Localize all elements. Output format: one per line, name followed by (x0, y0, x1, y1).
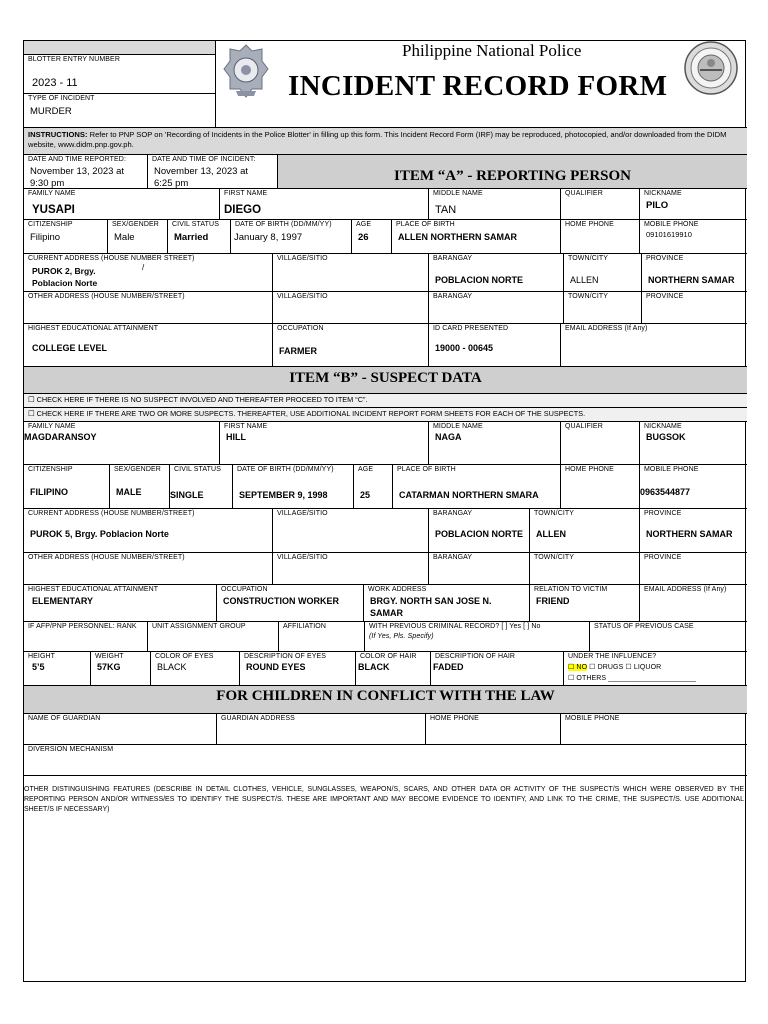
check-no-suspect-text: ☐ CHECK HERE IF THERE IS NO SUSPECT INVOLVED AND THEREAFTER PROCEED TO ITEM “C”. (28, 395, 368, 404)
b-relation-value[interactable]: FRIEND (536, 596, 570, 606)
a-town-cell (564, 254, 642, 292)
a-age-value[interactable]: 26 (358, 232, 369, 243)
a-town-value[interactable]: ALLEN (570, 275, 599, 285)
b-civil-status-value[interactable]: SINGLE (170, 490, 204, 500)
a-barangay-label: BARANGAY (433, 255, 473, 262)
a-address-cell (24, 254, 273, 292)
blotter-entry-label: BLOTTER ENTRY NUMBER (28, 56, 120, 63)
a-other-province-label: PROVINCE (646, 293, 684, 300)
a-education-label: HIGHEST EDUCATIONAL ATTAINMENT (28, 325, 159, 332)
instructions-band (24, 127, 747, 155)
b-pob-value[interactable]: CATARMAN NORTHERN SMARA (399, 490, 539, 500)
b-age-value[interactable]: 25 (360, 490, 371, 500)
a-address-slash: / (142, 263, 145, 272)
blotter-header-shade (24, 41, 216, 55)
a-barangay-cell (429, 254, 564, 292)
blotter-entry-cell (24, 55, 216, 93)
b-height-value[interactable]: 5’5 (32, 662, 45, 672)
date-reported-line1[interactable]: November 13, 2023 at (30, 166, 125, 177)
b-first-name-cell (220, 422, 429, 465)
a-occupation-value[interactable]: FARMER (279, 346, 317, 356)
a-education-cell (24, 324, 273, 367)
b-work-address-cell (364, 585, 530, 622)
a-dob-label: DATE OF BIRTH (DD/MM/YY) (235, 221, 332, 228)
a-email-label: EMAIL ADDRESS (If Any) (565, 325, 648, 332)
b-province-value[interactable]: NORTHERN SAMAR (646, 529, 733, 539)
incident-type-cell (24, 93, 216, 129)
a-qualifier-cell (561, 189, 640, 220)
check-multiple-suspects-row[interactable] (24, 408, 747, 422)
b-rank-label: IF AFP/PNP PERSONNEL: RANK (28, 623, 137, 630)
a-other-village-label: VILLAGE/SITIO (277, 293, 328, 300)
a-qualifier-label: QUALIFIER (565, 190, 603, 197)
a-middle-name-label: MIDDLE NAME (433, 190, 483, 197)
a-first-name-value[interactable]: DIEGO (224, 204, 262, 216)
b-eye-desc-value[interactable]: ROUND EYES (246, 662, 306, 672)
b-relation-label: RELATION TO VICTIM (534, 586, 608, 593)
b-address-value[interactable]: PUROK 5, Brgy. Poblacion Norte (30, 529, 169, 539)
a-other-village-cell (273, 292, 429, 324)
b-village-label: VILLAGE/SITIO (277, 510, 328, 517)
a-civil-status-label: CIVIL STATUS (172, 221, 219, 228)
b-occupation-label: OCCUPATION (221, 586, 268, 593)
b-other-province-cell (640, 553, 747, 585)
a-age-cell (352, 220, 392, 254)
b-hair-color-value[interactable]: BLACK (358, 662, 390, 672)
a-first-name-cell (220, 189, 429, 220)
b-first-name-label: FIRST NAME (224, 423, 268, 430)
a-family-name-label: FAMILY NAME (28, 190, 76, 197)
date-incident-label: DATE AND TIME OF INCIDENT: (152, 156, 256, 163)
b-citizenship-label: CITIZENSHIP (28, 466, 73, 473)
b-influence-options[interactable] (568, 663, 661, 671)
b-age-cell (354, 465, 393, 509)
b-eye-desc-cell (240, 652, 356, 686)
a-home-phone-cell (561, 220, 640, 254)
b-criminal-record-cell[interactable] (365, 622, 590, 652)
b-previous-case-cell (590, 622, 747, 652)
b-education-label: HIGHEST EDUCATIONAL ATTAINMENT (28, 586, 159, 593)
instructions-body: Refer to PNP SOP on 'Recording of Incidents in the Police Blotter' in filling up this form. This Incident Record Form (IRF) may be reproduced, photocopied, and/or downloaded from the DIDM website, www.didm.pnp.gov.ph. (28, 130, 727, 149)
a-occupation-label: OCCUPATION (277, 325, 324, 332)
a-home-phone-label: HOME PHONE (565, 221, 614, 228)
a-pob-cell (392, 220, 561, 254)
a-age-label: AGE (356, 221, 372, 228)
a-id-value[interactable]: 19000 - 00645 (435, 343, 494, 353)
guardian-home-phone-label: HOME PHONE (430, 715, 479, 722)
b-town-value[interactable]: ALLEN (536, 529, 566, 539)
b-eye-color-label: COLOR OF EYES (155, 653, 214, 660)
distinguishing-features-cell[interactable] (24, 776, 747, 981)
a-other-barangay-label: BARANGAY (433, 293, 473, 300)
incident-record-form (23, 40, 746, 982)
instructions-text (28, 130, 740, 150)
guardian-address-cell (217, 714, 426, 745)
date-incident-line2[interactable]: 6:25 pm (154, 178, 189, 189)
b-weight-cell (91, 652, 151, 686)
a-town-label: TOWN/CITY (568, 255, 609, 262)
a-dob-cell (231, 220, 352, 254)
children-title-band: FOR CHILDREN IN CONFLICT WITH THE LAW (24, 686, 747, 714)
b-work-address-line2[interactable]: SAMAR (370, 608, 403, 618)
b-hair-desc-cell (431, 652, 564, 686)
pnp-badge-logo (222, 43, 270, 99)
guardian-mobile-cell (561, 714, 747, 745)
b-other-village-label: VILLAGE/SITIO (277, 554, 328, 561)
b-mobile-label: MOBILE PHONE (644, 466, 699, 473)
b-relation-cell (530, 585, 640, 622)
a-address-line2[interactable]: Poblacion Norte (32, 278, 98, 288)
date-incident-cell (148, 155, 278, 189)
seal-logo (680, 41, 742, 95)
b-other-town-cell (530, 553, 640, 585)
b-qualifier-cell (561, 422, 640, 465)
b-middle-name-label: MIDDLE NAME (433, 423, 483, 430)
b-affiliation-label: AFFILIATION (283, 623, 326, 630)
b-citizenship-value[interactable]: FILIPINO (30, 487, 68, 497)
guardian-mobile-label: MOBILE PHONE (565, 715, 620, 722)
a-education-value[interactable]: COLLEGE LEVEL (32, 343, 108, 353)
date-reported-cell (24, 155, 148, 189)
b-weight-value[interactable]: 57KG (97, 662, 121, 672)
organization-name: Philippine National Police (402, 41, 582, 60)
b-sex-label: SEX/GENDER (114, 466, 161, 473)
date-reported-line2[interactable]: 9:30 pm (30, 178, 65, 189)
b-family-name-label: FAMILY NAME (28, 423, 76, 430)
a-village-label: VILLAGE/SITIO (277, 255, 328, 262)
a-id-label: ID CARD PRESENTED (433, 325, 509, 332)
b-address-cell (24, 509, 273, 553)
b-hair-desc-label: DESCRIPTION OF HAIR (435, 653, 516, 660)
a-sex-value[interactable]: Male (114, 232, 135, 243)
b-village-cell (273, 509, 429, 553)
a-barangay-value[interactable]: POBLACION NORTE (435, 275, 524, 285)
a-sex-label: SEX/GENDER (112, 221, 159, 228)
b-sex-value[interactable]: MALE (116, 487, 142, 497)
a-address-line1[interactable]: PUROK 2, Brgy. (32, 266, 96, 276)
b-barangay-label: BARANGAY (433, 510, 473, 517)
b-criminal-record-label: WITH PREVIOUS CRIMINAL RECORD? [ ] Yes [ ] No (369, 623, 541, 630)
a-first-name-label: FIRST NAME (224, 190, 268, 197)
form-title: INCIDENT RECORD FORM (288, 70, 668, 102)
a-email-cell (561, 324, 747, 367)
b-influence-cell (564, 652, 747, 686)
a-other-address-label: OTHER ADDRESS (HOUSE NUMBER/STREET) (28, 293, 185, 300)
b-civil-status-cell (170, 465, 233, 509)
b-nickname-cell (640, 422, 747, 465)
b-civil-status-label: CIVIL STATUS (174, 466, 221, 473)
b-sex-cell (110, 465, 170, 509)
a-other-province-cell (642, 292, 747, 324)
guardian-name-label: NAME OF GUARDIAN (28, 715, 101, 722)
b-age-label: AGE (358, 466, 374, 473)
b-unit-label: UNIT ASSIGNMENT GROUP (152, 623, 246, 630)
b-unit-cell (148, 622, 279, 652)
a-citizenship-cell (24, 220, 108, 254)
a-family-name-value[interactable]: YUSAPI (32, 204, 75, 216)
b-mobile-cell (640, 465, 747, 509)
b-other-barangay-cell (429, 553, 530, 585)
a-nickname-label: NICKNAME (644, 190, 682, 197)
b-eye-color-cell (151, 652, 240, 686)
b-occupation-value[interactable]: CONSTRUCTION WORKER (223, 596, 339, 606)
a-citizenship-value[interactable]: Filipino (30, 232, 61, 243)
b-influence-no-option[interactable]: ☐ NO (568, 664, 588, 671)
a-other-address-cell (24, 292, 273, 324)
a-mobile-value[interactable]: 09101619910 (646, 230, 692, 239)
b-home-phone-label: HOME PHONE (565, 466, 614, 473)
b-hair-color-label: COLOR OF HAIR (360, 653, 417, 660)
a-middle-name-value[interactable]: TAN (435, 204, 457, 216)
b-nickname-value[interactable]: BUGSOK (646, 432, 686, 442)
b-previous-case-label: STATUS OF PREVIOUS CASE (594, 623, 694, 630)
a-mobile-cell (640, 220, 747, 254)
diversion-label: DIVERSION MECHANISM (28, 746, 114, 753)
incident-type-value[interactable]: MURDER (30, 106, 72, 117)
guardian-home-phone-cell (426, 714, 561, 745)
b-other-barangay-label: BARANGAY (433, 554, 473, 561)
b-eye-color-value[interactable]: BLACK (157, 662, 187, 672)
b-other-village-cell (273, 553, 429, 585)
a-citizenship-label: CITIZENSHIP (28, 221, 73, 228)
a-province-value[interactable]: NORTHERN SAMAR (648, 275, 735, 285)
b-other-address-cell (24, 553, 273, 585)
b-influence-label: UNDER THE INFLUENCE? (568, 653, 657, 660)
b-province-cell (640, 509, 747, 553)
a-pob-label: PLACE OF BIRTH (396, 221, 455, 228)
a-occupation-cell (273, 324, 429, 367)
b-other-province-label: PROVINCE (644, 554, 682, 561)
a-pob-value[interactable]: ALLEN NORTHERN SAMAR (398, 232, 517, 242)
b-family-name-cell (24, 422, 220, 465)
a-family-name-cell (24, 189, 220, 220)
instructions-bold: INSTRUCTIONS: (28, 130, 88, 139)
a-civil-status-cell (168, 220, 231, 254)
a-other-barangay-cell (429, 292, 564, 324)
blotter-entry-value[interactable]: 2023 - 11 (32, 77, 78, 89)
b-influence-other-options[interactable]: ☐ DRUGS ☐ LIQUOR (587, 664, 662, 671)
a-other-town-cell (564, 292, 642, 324)
b-dob-label: DATE OF BIRTH (DD/MM/YY) (237, 466, 334, 473)
date-reported-label: DATE AND TIME REPORTED: (28, 156, 126, 163)
diversion-cell (24, 745, 747, 776)
b-criminal-record-note: (If Yes, Pls. Specify) (369, 633, 434, 640)
b-weight-label: WEIGHT (95, 653, 124, 660)
a-province-cell (642, 254, 747, 292)
a-mobile-label: MOBILE PHONE (644, 221, 699, 228)
b-province-label: PROVINCE (644, 510, 682, 517)
check-multiple-suspects-text: ☐ CHECK HERE IF THERE ARE TWO OR MORE SUSPECTS. THEREAFTER, USE ADDITIONAL INCIDENT REPORT FORM SHEETS FOR EACH OF THE SUSPECTS. (28, 409, 586, 418)
b-home-phone-cell (561, 465, 640, 509)
a-civil-status-value[interactable]: Married (174, 232, 209, 243)
b-hair-color-cell (356, 652, 431, 686)
b-family-name-value[interactable]: MAGDARANSOY (24, 432, 97, 442)
date-incident-line1[interactable]: November 13, 2023 at (154, 166, 249, 177)
b-hair-desc-value[interactable]: FADED (433, 662, 464, 672)
item-b-title-band: ITEM “B” - SUSPECT DATA (24, 367, 747, 394)
a-dob-value[interactable]: January 8, 1997 (234, 232, 303, 243)
b-other-town-label: TOWN/CITY (534, 554, 575, 561)
a-village-cell (273, 254, 429, 292)
b-height-cell (24, 652, 91, 686)
b-barangay-value[interactable]: POBLACION NORTE (435, 529, 524, 539)
check-no-suspect-row[interactable] (24, 394, 747, 408)
a-province-label: PROVINCE (646, 255, 684, 262)
a-nickname-value[interactable]: PILO (646, 200, 669, 211)
b-address-label: CURRENT ADDRESS (HOUSE NUMBER/STREET) (28, 510, 195, 517)
b-education-value[interactable]: ELEMENTARY (32, 596, 94, 606)
b-height-label: HEIGHT (28, 653, 56, 660)
b-barangay-cell (429, 509, 530, 553)
b-rank-cell (24, 622, 148, 652)
guardian-address-label: GUARDIAN ADDRESS (221, 715, 295, 722)
b-town-label: TOWN/CITY (534, 510, 575, 517)
incident-type-label: TYPE OF INCIDENT (28, 95, 95, 102)
b-education-cell (24, 585, 217, 622)
b-affiliation-cell (279, 622, 365, 652)
a-nickname-cell (640, 189, 747, 220)
guardian-name-cell (24, 714, 217, 745)
b-mobile-value[interactable]: 0963544877 (640, 487, 691, 497)
b-email-cell (640, 585, 747, 622)
b-pob-cell (393, 465, 561, 509)
b-middle-name-value[interactable]: NAGA (435, 432, 462, 442)
a-other-town-label: TOWN/CITY (568, 293, 609, 300)
b-pob-label: PLACE OF BIRTH (397, 466, 456, 473)
distinguishing-features-text: OTHER DISTINGUISHING FEATURES (DESCRIBE IN DETAIL CLOTHES, VEHICLE, SUNGLASSES, WEAPON/S, SCARS, AND OTHER DATA OR ACTIVITY OF THE SUSPECT/S WHICH WERE OBSERVED BY THE REPORTING PERSON AND/OR WITNESS/ES TO IDENTIFY THE SUSPECT/S. THESE ARE IMPORTANT AND MAY BECOME EVIDENCE TO IDENTIFY, AND LINK TO THE CRIME, THE SUSPECT/S. USE ADDITIONAL SHEET/S IF NECESSARY) (24, 786, 744, 813)
b-work-address-label: WORK ADDRESS (368, 586, 427, 593)
a-address-label: CURRENT ADDRESS (HOUSE NUMBER STREET) (28, 255, 195, 262)
b-nickname-label: NICKNAME (644, 423, 682, 430)
b-work-address-line1[interactable]: BRGY. NORTH SAN JOSE N. (370, 596, 492, 606)
b-qualifier-label: QUALIFIER (565, 423, 603, 430)
b-other-address-label: OTHER ADDRESS (HOUSE NUMBER/STREET) (28, 554, 185, 561)
b-middle-name-cell (429, 422, 561, 465)
a-id-cell (429, 324, 561, 367)
b-first-name-value[interactable]: HILL (226, 432, 246, 442)
b-dob-cell (233, 465, 354, 509)
item-a-title-band: ITEM “A” - REPORTING PERSON (278, 155, 747, 189)
b-town-cell (530, 509, 640, 553)
b-email-label: EMAIL ADDRESS (If Any) (644, 586, 727, 593)
a-middle-name-cell (429, 189, 561, 220)
b-citizenship-cell (24, 465, 110, 509)
b-dob-value[interactable]: SEPTEMBER 9, 1998 (239, 490, 328, 500)
a-sex-cell (108, 220, 168, 254)
b-influence-others[interactable]: ☐ OTHERS ______________________ (568, 675, 697, 682)
b-occupation-cell (217, 585, 364, 622)
b-eye-desc-label: DESCRIPTION OF EYES (244, 653, 327, 660)
